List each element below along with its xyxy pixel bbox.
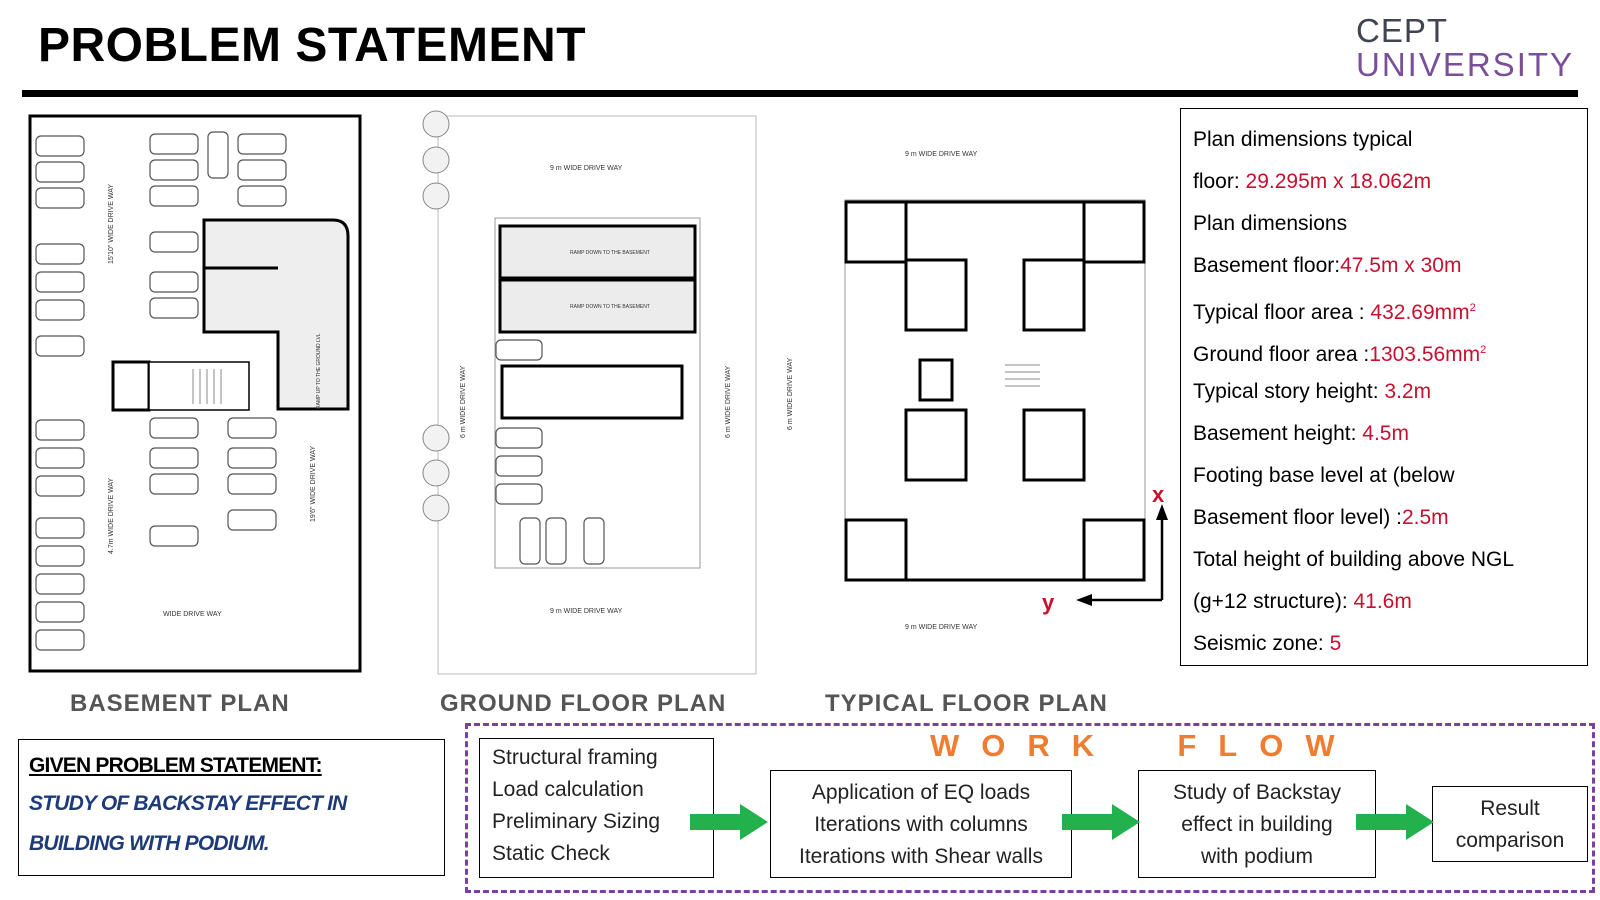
ground-floor-plan-drawing bbox=[420, 108, 765, 678]
workflow-title: WORK FLOW bbox=[930, 728, 1357, 763]
typical-note-1: 9 m WIDE DRIVE WAY bbox=[905, 151, 978, 158]
specifications-box bbox=[1180, 108, 1588, 666]
arrow-right-icon bbox=[690, 802, 770, 842]
spec-line: Basement floor:47.5m x 30m bbox=[1193, 254, 1462, 277]
basement-plan-label: BASEMENT PLAN bbox=[70, 690, 290, 717]
ground-note-4: 6 m WIDE DRIVE WAY bbox=[725, 365, 732, 438]
spec-line: Typical story height: 3.2m bbox=[1193, 380, 1432, 403]
spec-line: Ground floor area $:1303.56mm^2$ bbox=[1193, 343, 1487, 366]
typical-note-3: 6 m WIDE DRIVE WAY bbox=[787, 357, 794, 430]
spec-line: Plan dimensions bbox=[1193, 212, 1348, 235]
spec-line: Total height of building above NGL bbox=[1193, 548, 1515, 571]
given-problem-box bbox=[18, 739, 445, 876]
spec-line: Footing base level at (below bbox=[1193, 464, 1455, 487]
ground-note-1: 9 m WIDE DRIVE WAY bbox=[550, 165, 623, 172]
logo-university: UNIVERSITY bbox=[1356, 46, 1575, 83]
workflow-step-3: Study of Backstay effect in building with podium bbox=[1138, 770, 1376, 878]
given-heading: GIVEN PROBLEM STATEMENT: bbox=[29, 754, 322, 777]
given-line-1: STUDY OF BACKSTAY EFFECT IN bbox=[29, 792, 347, 815]
basement-note-4: WIDE DRIVE WAY bbox=[163, 611, 222, 618]
basement-note-5: RAMP UP TO THE GROUND LVL bbox=[316, 333, 322, 409]
basement-plan-drawing bbox=[28, 114, 363, 674]
basement-note-3: 19'6" WIDE DRIVE WAY bbox=[310, 445, 317, 522]
given-line-2: BUILDING WITH PODIUM. bbox=[29, 832, 269, 855]
header-rule bbox=[22, 90, 1578, 97]
spec-line: Typical floor area : $432.69mm^2$ bbox=[1193, 301, 1476, 324]
spec-line: Seismic zone: 5 bbox=[1193, 632, 1342, 655]
logo-cept: CEPT bbox=[1356, 12, 1449, 49]
ground-note-5: RAMP DOWN TO THE BASEMENT bbox=[570, 250, 650, 256]
typical-floor-plan-drawing bbox=[787, 140, 1180, 650]
arrow-right-icon bbox=[1062, 802, 1142, 842]
spec-line: floor: 29.295m x 18.062m bbox=[1193, 170, 1432, 193]
basement-note-1: 15'10" WIDE DRIVE WAY bbox=[108, 183, 115, 264]
ground-note-6: RAMP DOWN TO THE BASEMENT bbox=[570, 304, 650, 310]
spec-line: Basement height: 4.5m bbox=[1193, 422, 1409, 445]
workflow-step-2: Application of EQ loads Iterations with columns Iterations with Shear walls bbox=[770, 770, 1072, 878]
typical-floor-plan-label: TYPICAL FLOOR PLAN bbox=[825, 690, 1108, 717]
workflow-step-4: Result comparison bbox=[1432, 786, 1588, 862]
spec-line: Basement floor level) :2.5m bbox=[1193, 506, 1449, 529]
typical-note-2: 9 m WIDE DRIVE WAY bbox=[905, 624, 978, 631]
basement-note-2: 4.7m WIDE DRIVE WAY bbox=[108, 477, 115, 554]
page-title: PROBLEM STATEMENT bbox=[38, 19, 587, 72]
axis-x-label: x bbox=[1152, 482, 1165, 507]
spec-line: (g+12 structure): 41.6m bbox=[1193, 590, 1412, 613]
ground-floor-plan-label: GROUND FLOOR PLAN bbox=[440, 690, 727, 717]
ground-note-2: 9 m WIDE DRIVE WAY bbox=[550, 608, 623, 615]
ground-note-3: 6 m WIDE DRIVE WAY bbox=[460, 365, 467, 438]
workflow-step-1: Structural framing Load calculation Preliminary Sizing Static Check bbox=[479, 738, 714, 878]
spec-line: Plan dimensions typical bbox=[1193, 128, 1413, 151]
axis-y-label: y bbox=[1042, 590, 1055, 615]
arrow-right-icon bbox=[1356, 802, 1436, 842]
